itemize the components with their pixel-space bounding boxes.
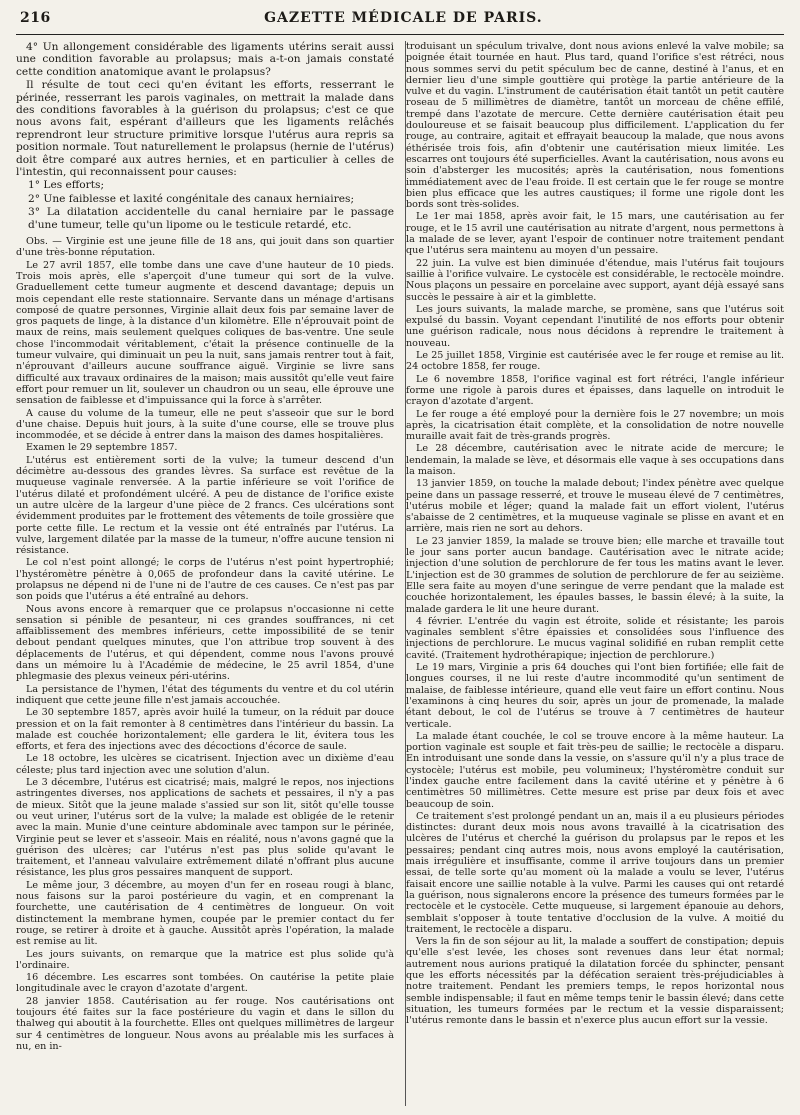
- paragraph: A cause du volume de la tumeur, elle ne peut s'asseoir que sur le bord d'une chaise. Depuis huit jours, à la suite d'une course, elle se trouve plus incommodée, et se décide à entrer dans la maison des dames hospitalières.: [16, 407, 394, 442]
- paragraph: Le 6 novembre 1858, l'orifice vaginal est fort rétréci, l'angle inférieur forme une rigole à parois dures et épaisses, dans laquelle on introduit le crayon d'azotate d'argent.: [406, 373, 784, 408]
- paragraph: Le 1er mai 1858, après avoir fait, le 15 mars, une cautérisation au fer rouge, et le 15 avril une cautérisation au nitrate d'argent, nous permettons à la malade de se lever, ayant l'espoir de continuer notre traitement pendant que l'utérus sera maintenu au moyen d'un pessaire.: [406, 211, 784, 257]
- paragraph: troduisant un spéculum trivalve, dont nous avions enlevé la valve mobile; sa poignée était tournée en haut. Plus tard, quand l'orifice s'est rétréci, nous nous sommes servi du petit spéculum bec de canne, destiné à l'anus, et en dernier lieu d'une simple gouttière qui protège la partie antérieure de la vulve et du vagin. L'instrument de cautérisation était tantôt un petit cautère roseau de 5 millimètres de diamètre, tantôt un morceau de chêne effilé, trempé dans l'azotate de mercure. Cette dernière cautérisation était peu douloureuse et se faisait beaucoup plus difficilement. L'application du fer rouge, au contraire, agitait et effrayait beaucoup la malade, que nous avons éthérisée trois fois, afin d'obtenir une cautérisation mieux limitée. Les escarres ont toujours été superficielles. Avant la cautérisation, nous avons eu soin d'absterger les mucosités; après la cautérisation, nous fomentions immédiatement avec de l'eau froide. Il est certain que le fer rouge se montre bien plus efficace que les autres caustiques; il forme une rigole dont les bords sont très-solides.: [406, 41, 784, 211]
- paragraph: Les jours suivants, on remarque que la matrice est plus solide qu'à l'ordinaire.: [16, 948, 394, 971]
- paragraph: 4 février. L'entrée du vagin est étroite, solide et résistante; les parois vaginales semblent s'être épaissies et consolidées sous l'influence des injections de perchlorure. Le mucus vaginal solidifié en ruban remplit cette cavité. (Traitement hydrothérapique; injection de perchlorure.): [406, 615, 784, 661]
- two-column-body: [16, 41, 784, 1106]
- paragraph: Le 30 septembre 1857, après avoir huilé la tumeur, on la réduit par douce pression et on la fait remonter à 8 centimètres dans l'intérieur du bassin. La malade est couchée horizontalement; elle gardera le lit, évitera tous les efforts, et fera des injections avec des décoctions d'écorce de saule.: [16, 707, 394, 753]
- paragraph: Le col n'est point allongé; le corps de l'utérus n'est point hypertrophié; l'hystéromètre pénètre à 0,065 de profondeur dans la cavité utérine. Le prolapsus ne dépend ni de l'une ni de l'autre de ces causes. Ce n'est pas par son poids que l'utérus a été entraîné au dehors.: [16, 557, 394, 603]
- paragraph: Le 18 octobre, les ulcères se cicatrisent. Injection avec un dixième d'eau céleste; plus tard injection avec une solution d'alun.: [16, 753, 394, 776]
- paragraph: Le 28 décembre, cautérisation avec le nitrate acide de mercure; le lendemain, la malade se lève, et désormais elle vaque à ses occupations dans la maison.: [406, 443, 784, 477]
- paragraph: Il résulte de tout ceci qu'en évitant les efforts, resserrant le périnée, resserrant les parois vaginales, on mettrait la malade dans des conditions favorables à la guérison du prolapsus; c'est ce que nous avons fait, espérant d'ailleurs que les ligaments relâchés reprendront leur structure primitive lorsque l'utérus aura repris sa position normale. Tout naturellement le prolapsus (hernie de l'utérus) doit être comparé aux autres hernies, et en particulier à celles de l'intestin, qui reconnaissent pour causes:: [16, 79, 394, 179]
- paragraph: Le 23 janvier 1859, la malade se trouve bien; elle marche et travaille tout le jour sans porter aucun bandage. Cautérisation avec le nitrate acide; injection d'une solution de perchlorure de fer tous les matins avant le lever. L'injection est de 30 grammes de solution de perchlorure de fer au seizième. Elle sera faite au moyen d'une seringue de verre pendant que la malade est couchée horizontalement, les épaules basses, le bassin élevé; à la suite, la malade gardera le lit une heure durant.: [406, 535, 784, 615]
- paragraph: L'utérus est entièrement sorti de la vulve; la tumeur descend d'un décimètre au-dessous des grandes lèvres. Sa surface est revêtue de la muqueuse vaginale renversée. A la partie inférieure se voit l'orifice de l'utérus dilaté et profondément ulcéré. A peu de distance de l'orifice existe un autre ulcère de la largeur d'une pièce de 2 francs. Ces ulcérations sont évidemment produites par le frottement des vêtements de toile grossière que porte cette fille. Le rectum et la vessie ont été entraînés par l'utérus. La vulve, largement dilatée par la masse de la tumeur, n'offre aucune tension ni résistance.: [16, 454, 394, 557]
- paragraph: Examen le 29 septembre 1857.: [26, 442, 178, 454]
- paragraph: Les jours suivants, la malade marche, se promène, sans que l'utérus soit expulsé du bassin. Voyant cependant l'inutilité de nos efforts pour obtenir une guérison radicale, nous nous décidons à reprendre le traitement à nouveau.: [406, 303, 784, 349]
- paragraph: 4° Un allongement considérable des ligaments utérins serait aussi une condition favorable au prolapsus; mais a-t-on jamais constaté cette condition anatomique avant le prolapsus?: [16, 41, 394, 78]
- paragraph: Ce traitement s'est prolongé pendant un an, mais il a eu plusieurs périodes distinctes: durant deux mois nous avons travaillé à la cicatrisation des ulcères de l'utérus et cherché la guérison du prolapsus par le repos et les pessaires; pendant cinq autres mois, nous avons employé la cautérisation, mais irrégulière et insuffisante, comme il arrive toujours dans un premier essai, de telle sorte qu'au moment où la malade a voulu se lever, l'utérus faisait encore une saillie notable à la vulve. Parmi les causes qui ont retardé la guérison, nous signalerons encore la présence des tumeurs formées par le rectocèle et le cystocèle. Cette muqueuse, si largement épanouie au dehors, semblait s'opposer à toute tentative d'occlusion de la vulve. A moitié du traitement, le rectocèle a disparu.: [406, 810, 784, 935]
- page-header: [16, 10, 784, 32]
- paragraph: 16 décembre. Les escarres sont tombées. On cautérise la petite plaie longitudinale avec le crayon d'azotate d'argent.: [16, 972, 394, 995]
- right-column: [406, 41, 784, 1106]
- paragraph: 22 juin. La vulve est bien diminuée d'étendue, mais l'utérus fait toujours saillie à l'orifice vulvaire. Le cystocèle est considérable, le rectocèle moindre. Nous plaçons un pessaire en porcelaine avec support, ayant déjà essayé sans succès le pessaire à air et la gimblette.: [406, 257, 784, 303]
- paragraph: Obs. — Virginie est une jeune fille de 18 ans, qui jouit dans son quartier d'une très-bonne réputation.: [16, 236, 394, 259]
- paragraph: 28 janvier 1858. Cautérisation au fer rouge. Nos cautérisations ont toujours été faites sur la face postérieure du vagin et dans le sillon du thalweg qui aboutit à la fourchette. Elles ont quelques millimètres de largeur sur 4 centimètres de longueur. Nous avons au préalable mis les surfaces à nu, en in-: [16, 995, 394, 1052]
- paragraph: 1° Les efforts;: [28, 179, 105, 192]
- header-rule: [16, 34, 784, 35]
- paragraph: Le 19 mars, Virginie a pris 64 douches qui l'ont bien fortifiée; elle fait de longues courses, il ne lui reste d'autre incommodité qu'un sentiment de malaise, de faiblesse intérieure, quand elle veut faire un effort continu. Nous l'examinons à cinq heures du soir, après un jour de promenade, la malade étant debout, le col de l'utérus se trouve à 7 centimètres de hauteur verticale.: [406, 662, 784, 730]
- paragraph: 2° Une faiblesse et laxité congénitale des canaux herniaires;: [28, 192, 355, 205]
- left-column: [16, 41, 394, 1106]
- paragraph: La persistance de l'hymen, l'état des téguments du ventre et du col utérin indiquent que cette jeune fille n'est jamais accouchée.: [16, 683, 394, 706]
- paragraph: Le 3 décembre, l'utérus est cicatrisé; mais, malgré le repos, nos injections astringentes diverses, nos applications de sachets et pessaires, il n'y a pas de mieux. Sitôt que la jeune malade s'assied sur son lit, sitôt qu'elle tousse ou veut uriner, l'utérus sort de la vulve; la malade est obligée de le retenir avec la main. Munie d'une ceinture abdominale avec tampon sur le périnée, Virginie peut se lever et s'asseoir. Mais en réalité, nous n'avons gagné que la guérison des ulcères; car l'utérus n'est pas plus solide qu'avant le traitement, et l'anneau valvulaire extrêmement dilaté n'offrant plus aucune résistance, les plus gros pessaires manquent de support.: [16, 777, 394, 879]
- paragraph: Le 27 avril 1857, elle tombe dans une cave d'une hauteur de 10 pieds. Trois mois après, elle s'aperçoit d'une tumeur qui sort de la vulve. Graduellement cette tumeur augmente et descend davantage; depuis un mois cependant elle reste stationnaire. Servante dans un ménage d'artisans composé de quatre personnes, Virginie allait deux fois par semaine laver de gros paquets de linge, à la distance d'un kilomètre. Elle n'éprouvait point de maux de reins, mais seulement quelques coliques de bas-ventre. Une seule chose l'incommodait véritablement, c'était la présence continuelle de la tumeur vulvaire, qui diminuait un peu la nuit, sans jamais rentrer tout à fait, n'éprouvant d'ailleurs aucune souffrance aiguë. Virginie se livre sans difficulté aux travaux ordinaires de la maison; mais aussitôt qu'elle veut faire effort pour remuer un lit, soulever un chaudron ou un seau, elle éprouve une sensation de faiblesse et d'impuissance qui la force à s'arrêter.: [16, 259, 394, 407]
- paragraph: Le fer rouge a été employé pour la dernière fois le 27 novembre; un mois après, la cicatrisation était complète, et la consolidation de notre nouvelle muraille avait fait de très-grands progrès.: [406, 408, 784, 443]
- paragraph: Le même jour, 3 décembre, au moyen d'un fer en roseau rougi à blanc, nous faisons sur la paroi postérieure du vagin, et en comprenant la fourchette, une cautérisation de 4 centimètres de longueur. On voit distinctement la membrane hymen, coupée par le premier contact du fer rouge, se retirer à droite et à gauche. Aussitôt après l'opération, la malade est remise au lit.: [16, 879, 394, 948]
- page-number: 216: [20, 10, 51, 26]
- journal-title: GAZETTE MÉDICALE DE PARIS.: [264, 10, 543, 26]
- paragraph: 3° La dilatation accidentelle du canal herniaire par le passage d'une tumeur, telle qu'un lipome ou le testicule retardé, etc.: [28, 206, 394, 231]
- column-divider: [405, 41, 406, 1106]
- paragraph: 13 janvier 1859, on touche la malade debout; l'index pénètre avec quelque peine dans un passage resserré, et trouve le museau élevé de 7 centimètres, l'utérus mobile et léger; quand la malade fait un effort violent, l'utérus s'abaisse de 2 centimètres, et la muqueuse vaginale se plisse en avant et en arrière, mais rien ne sort au dehors.: [406, 478, 784, 535]
- paragraph: Nous avons encore à remarquer que ce prolapsus n'occasionne ni cette sensation si pénible de pesanteur, ni ces grandes souffrances, ni cet affaiblissement des membres inférieurs, cette impossibilité de se tenir debout pendant quelques minutes, que l'on attribue trop souvent à des déplacements de l'utérus, et qui dépendent, comme nous l'avons prouvé dans un mémoire lu à l'Académie de médecine, le 25 avril 1854, d'une phlegmasie des plexus veineux péri-utérins.: [16, 603, 394, 683]
- paragraph: Vers la fin de son séjour au lit, la malade a souffert de constipation; depuis qu'elle s'est levée, les choses sont revenues dans leur état normal; autrement nous aurions pratiqué la dilatation forcée du sphincter, pensant que les efforts nécessités par la défécation seraient très-préjudiciables à notre traitement. Pendant les premiers temps, le repos horizontal nous semble indispensable; il faut en même temps tenir le bassin élevé; dans cette situation, les tumeurs formées par le rectum et la vessie disparaissent; l'utérus remonte dans le bassin et n'exerce plus aucun effort sur la vessie.: [406, 936, 784, 1027]
- paragraph: La malade étant couchée, le col se trouve encore à la même hauteur. La portion vaginale est souple et fait très-peu de saillie; le rectocèle a disparu. En introduisant une sonde dans la vessie, on s'assure qu'il n'y a plus trace de cystocèle; l'utérus est mobile, peu volumineux; l'hystéromètre conduit sur l'index gauche entre facilement dans la cavité utérine et y pénètre à 6 centimètres 50 millimètres. Cette mesure est prise par deux fois et avec beaucoup de soin.: [406, 730, 784, 810]
- paragraph: Le 25 juillet 1858, Virginie est cautérisée avec le fer rouge et remise au lit. 24 octobre 1858, fer rouge.: [406, 350, 784, 373]
